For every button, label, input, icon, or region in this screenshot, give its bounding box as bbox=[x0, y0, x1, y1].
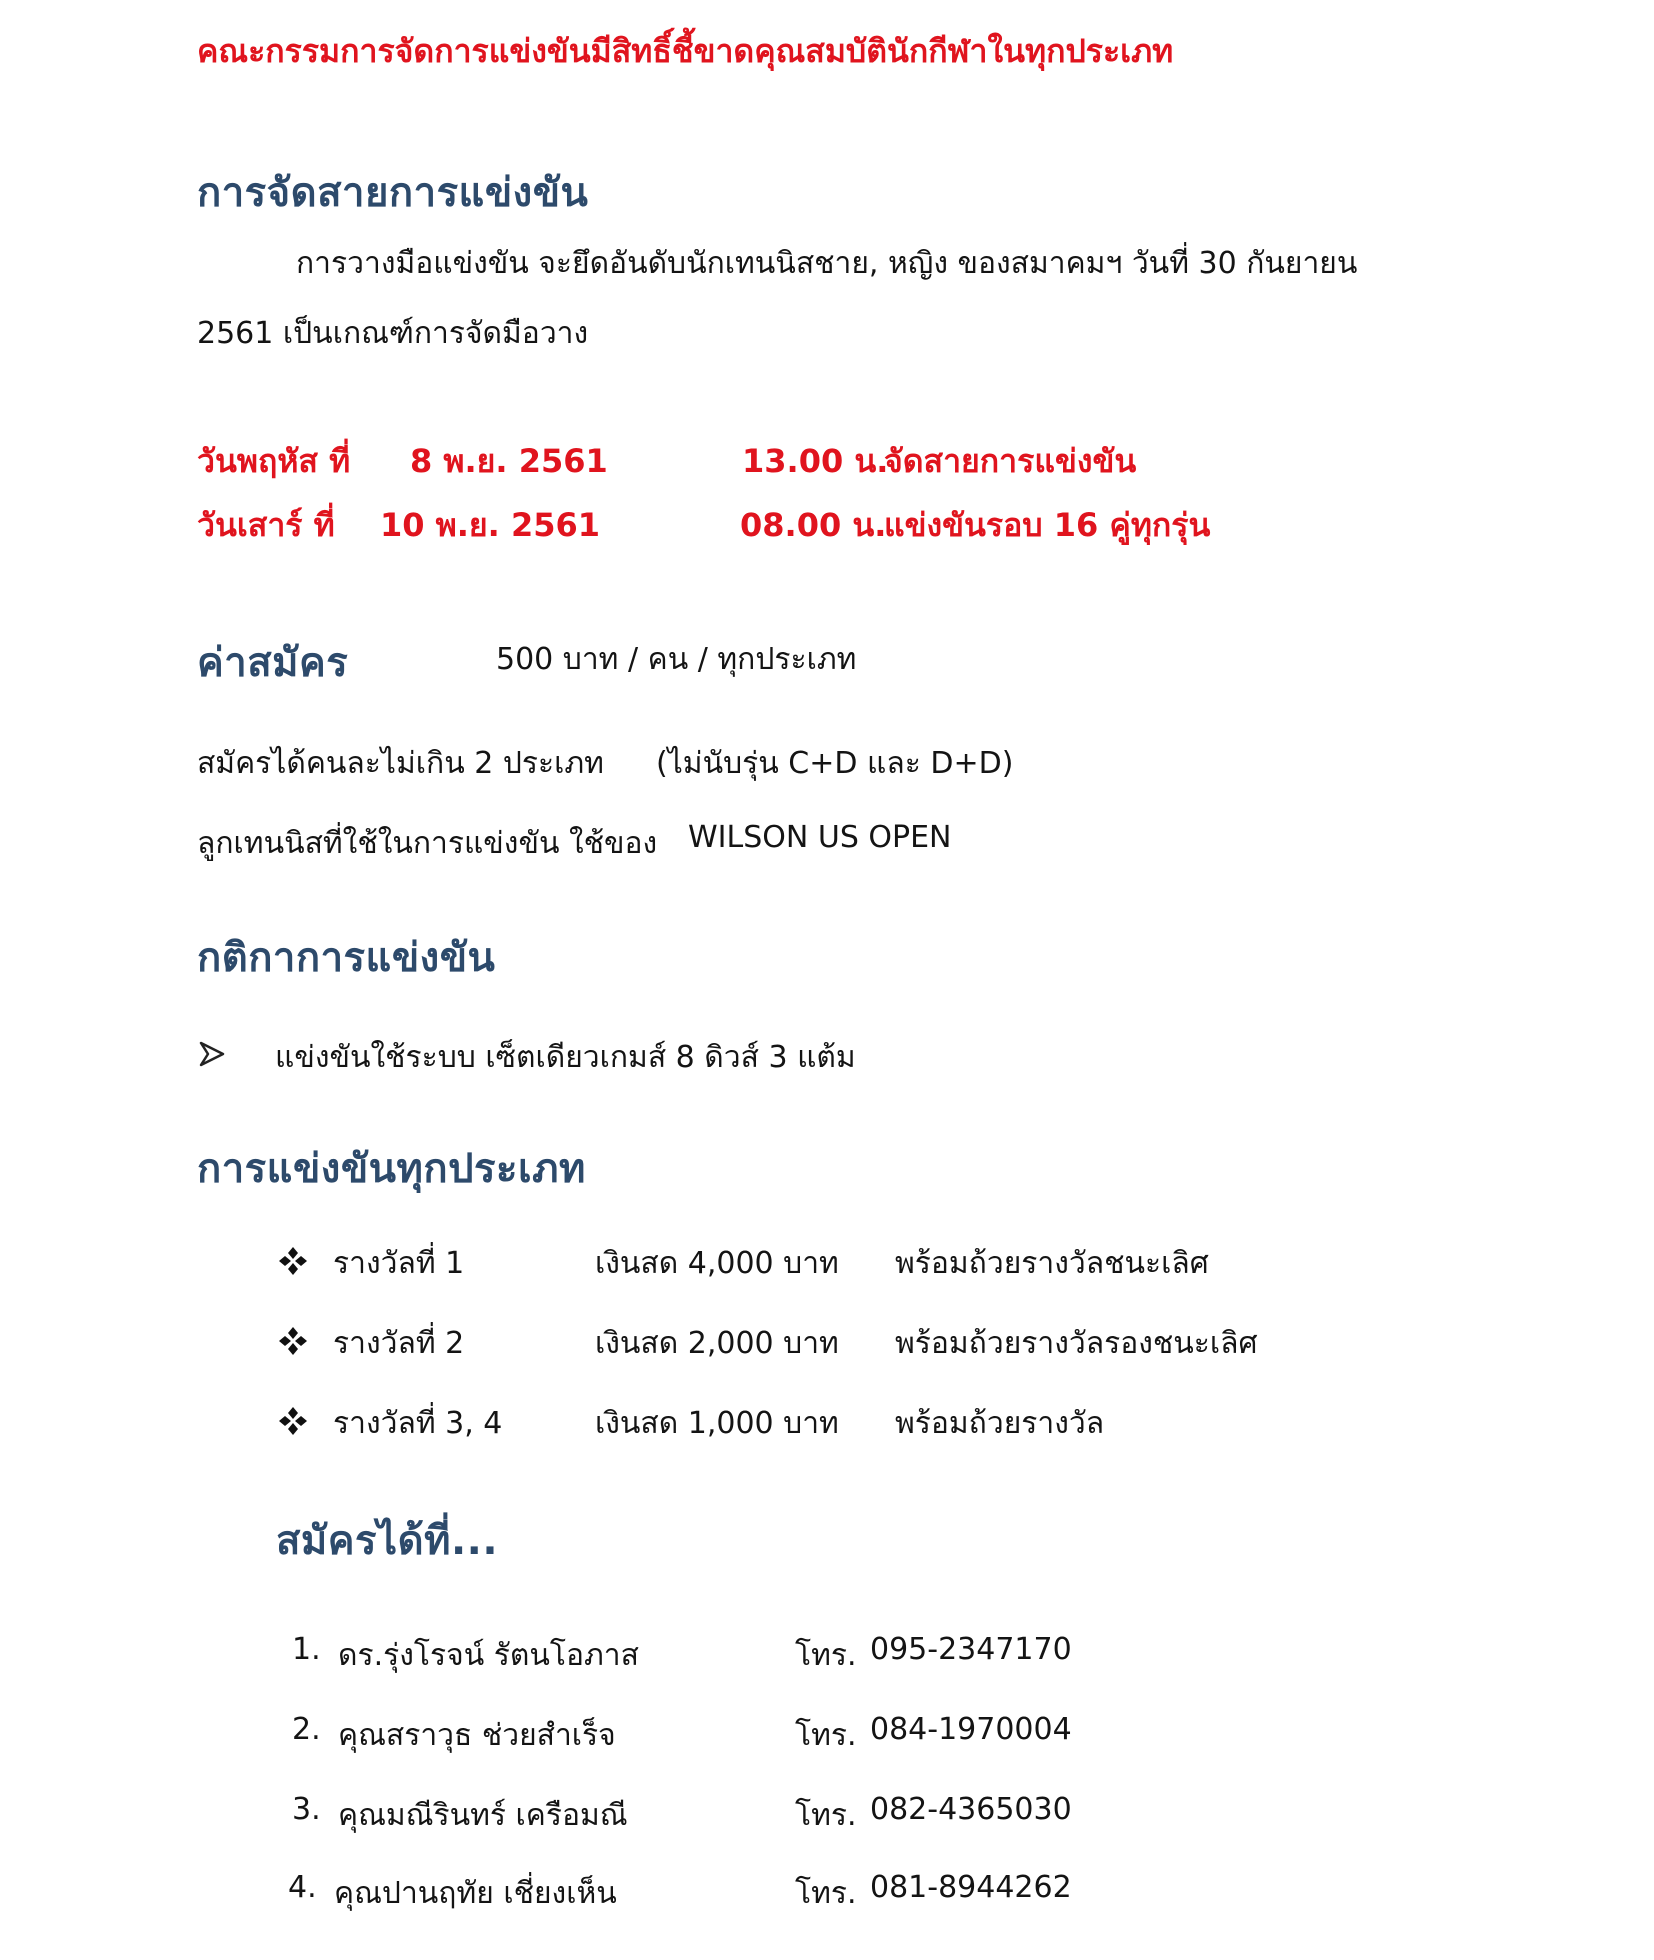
rule-item: แข่งขันใช้ระบบ เซ็ตเดียวเกมส์ 8 ดิวส์ 3 แต้ม bbox=[275, 1040, 856, 1075]
schedule-event: จัดสายการแข่งขัน bbox=[884, 442, 1137, 480]
diamond-bullet-icon bbox=[278, 1326, 308, 1356]
schedule-event: แข่งขันรอบ 16 คู่ทุกรุ่น bbox=[884, 506, 1211, 544]
prizes-heading: การแข่งขันทุกประเภท bbox=[197, 1146, 586, 1192]
contacts-heading: สมัครได้ที่... bbox=[276, 1518, 499, 1564]
ball-brand: WILSON US OPEN bbox=[688, 820, 952, 855]
diamond-bullet-icon bbox=[278, 1246, 308, 1276]
draw-line-1: การวางมือแข่งขัน จะยึดอันดับนักเทนนิสชาย, หญิง ของสมาคมฯ วันที่ 30 กันยายน bbox=[296, 246, 1358, 281]
fee-limit: สมัครได้คนละไม่เกิน 2 ประเภท bbox=[197, 746, 604, 781]
prize-rank: รางวัลที่ 2 bbox=[333, 1326, 465, 1361]
top-notice: คณะกรรมการจัดการแข่งขันมีสิทธิ์ชี้ขาดคุณสมบัตินักกีฬาในทุกประเภท bbox=[197, 32, 1174, 70]
contact-name: คุณสราวุธ ช่วยสำเร็จ bbox=[338, 1718, 616, 1753]
draw-line-2: 2561 เป็นเกณฑ์การจัดมือวาง bbox=[197, 316, 589, 351]
prize-trophy: พร้อมถ้วยรางวัล bbox=[895, 1406, 1105, 1441]
fee-limit-note: (ไม่นับรุ่น C+D และ D+D) bbox=[656, 746, 1014, 781]
contact-tel-label: โทร. bbox=[795, 1798, 857, 1833]
contact-name: คุณมณีรินทร์ เครือมณี bbox=[338, 1798, 628, 1833]
contact-phone: 081-8944262 bbox=[870, 1870, 1072, 1905]
contact-number: 4. bbox=[288, 1870, 317, 1905]
contact-tel-label: โทร. bbox=[795, 1638, 857, 1673]
fee-value: 500 บาท / คน / ทุกประเภท bbox=[496, 642, 857, 677]
contact-number: 3. bbox=[292, 1792, 321, 1827]
prize-trophy: พร้อมถ้วยรางวัลรองชนะเลิศ bbox=[895, 1326, 1258, 1361]
diamond-bullet-icon bbox=[278, 1406, 308, 1436]
prize-trophy: พร้อมถ้วยรางวัลชนะเลิศ bbox=[895, 1246, 1209, 1281]
draw-heading: การจัดสายการแข่งขัน bbox=[197, 170, 589, 216]
schedule-time: 13.00 น. bbox=[742, 442, 889, 480]
contact-tel-label: โทร. bbox=[795, 1876, 857, 1911]
prize-cash: เงินสด 1,000 บาท bbox=[595, 1406, 839, 1441]
prize-cash: เงินสด 4,000 บาท bbox=[595, 1246, 839, 1281]
contact-name: คุณปานฤทัย เชี่ยงเห็น bbox=[334, 1876, 617, 1911]
fee-heading: ค่าสมัคร bbox=[197, 640, 349, 686]
prize-rank: รางวัลที่ 3, 4 bbox=[333, 1406, 503, 1441]
schedule-day: วันพฤหัส ที่ bbox=[197, 442, 351, 480]
schedule-date: 8 พ.ย. 2561 bbox=[410, 442, 608, 480]
contact-number: 2. bbox=[292, 1712, 321, 1747]
prize-rank: รางวัลที่ 1 bbox=[333, 1246, 465, 1281]
arrow-right-icon bbox=[198, 1040, 226, 1068]
contact-phone: 082-4365030 bbox=[870, 1792, 1072, 1827]
contact-tel-label: โทร. bbox=[795, 1718, 857, 1753]
contact-phone: 084-1970004 bbox=[870, 1712, 1072, 1747]
ball-label: ลูกเทนนิสที่ใช้ในการแข่งขัน ใช้ของ bbox=[197, 826, 658, 861]
prize-cash: เงินสด 2,000 บาท bbox=[595, 1326, 839, 1361]
contact-name: ดร.รุ่งโรจน์ รัตนโอภาส bbox=[338, 1638, 639, 1673]
schedule-day: วันเสาร์ ที่ bbox=[197, 506, 335, 544]
rules-heading: กติกาการแข่งขัน bbox=[197, 935, 496, 981]
schedule-date: 10 พ.ย. 2561 bbox=[380, 506, 601, 544]
contact-number: 1. bbox=[292, 1632, 321, 1667]
contact-phone: 095-2347170 bbox=[870, 1632, 1072, 1667]
schedule-time: 08.00 น. bbox=[740, 506, 887, 544]
